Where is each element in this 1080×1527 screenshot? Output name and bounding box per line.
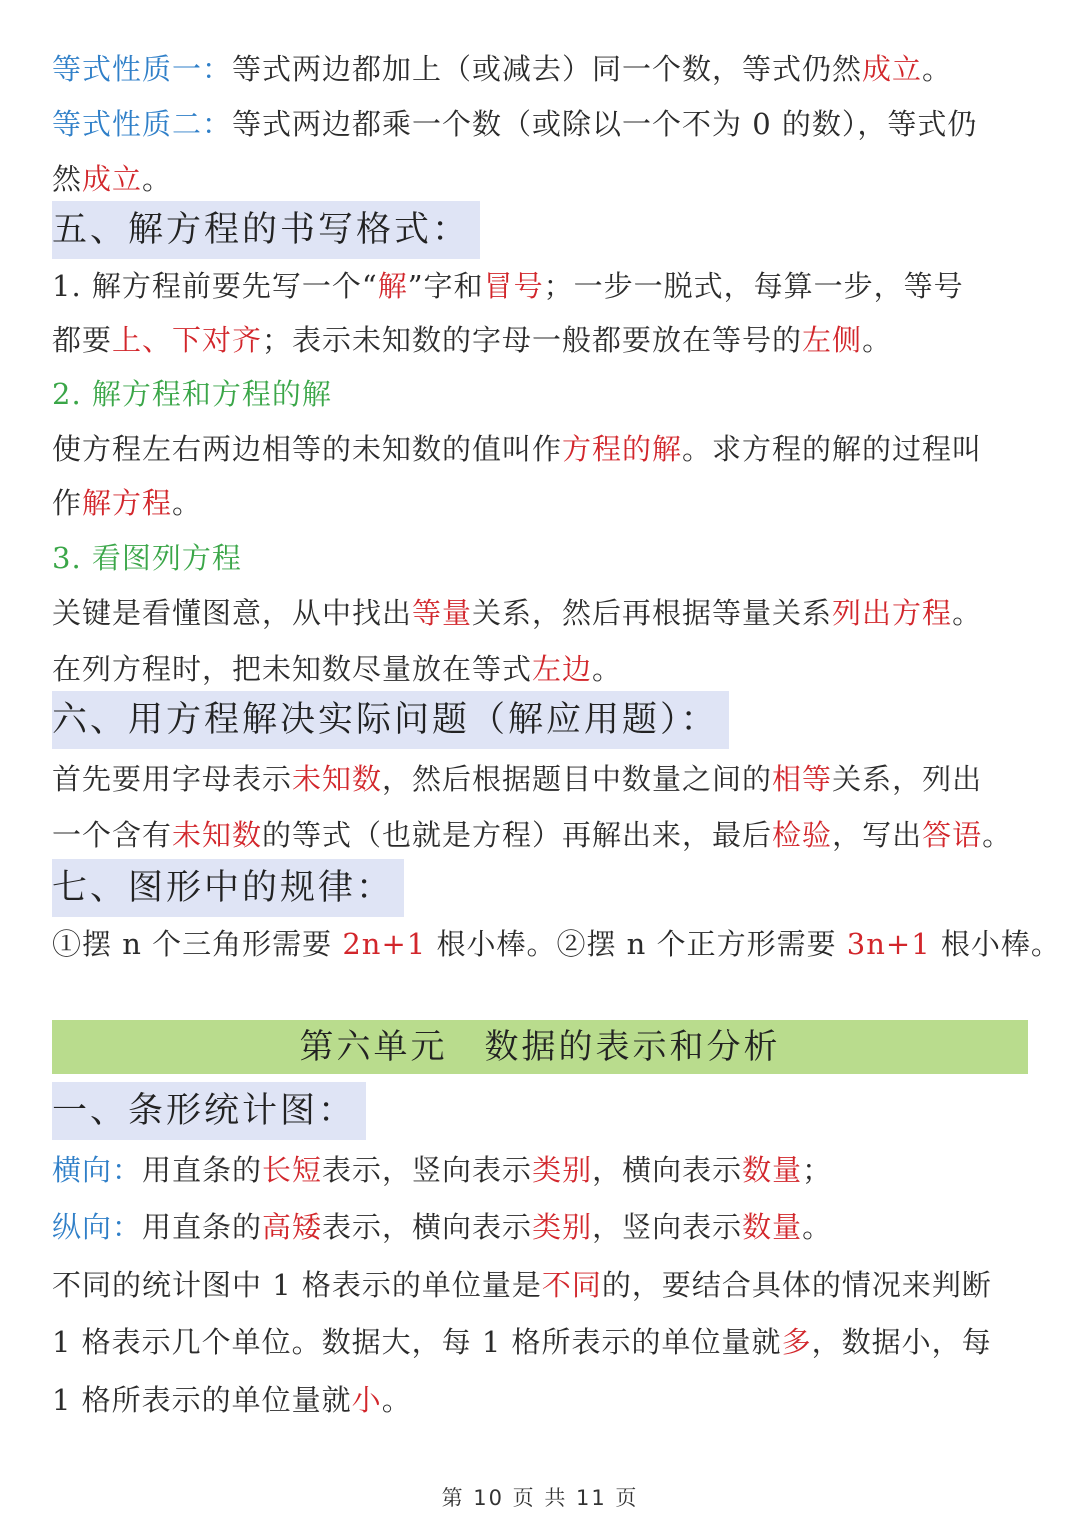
text: ，横向表示 [592, 1153, 743, 1187]
section-heading-7: 七、图形中的规律： [52, 859, 404, 917]
s7-line-1 [52, 924, 1061, 964]
horizontal-label: 横向： [52, 1153, 143, 1187]
text: 。 [982, 818, 1013, 852]
eq-property-1-label: 等式性质一： [52, 52, 233, 86]
text: 关系，然后再根据等量关系 [472, 596, 833, 630]
s1-horizontal [52, 1150, 1032, 1190]
text: 的，要结合具体的情况来判断 [601, 1268, 992, 1302]
text: ，数据小，每 [811, 1325, 992, 1359]
section-heading-bar-chart: 一、条形统计图： [52, 1082, 366, 1140]
unit-title-bar: 第六单元 数据的表示和分析 [52, 1020, 1028, 1074]
emphasis: 解 [377, 269, 408, 303]
text: 关键是看懂图意，从中找出 [52, 596, 413, 630]
text: ；一步一脱式，每算一步，等号 [543, 269, 964, 303]
emphasis: 长短 [262, 1153, 323, 1187]
text: ，然后根据题目中数量之间的 [382, 762, 773, 796]
emphasis: 解方程 [82, 486, 173, 520]
section-heading-6: 六、用方程解决实际问题（解应用题）： [52, 691, 729, 749]
text: 作 [52, 486, 83, 520]
emphasis: 类别 [532, 1210, 593, 1244]
text: ，写出 [832, 818, 923, 852]
text: 。 [592, 652, 623, 686]
s5-line-3 [52, 429, 1032, 469]
section-heading-5: 五、解方程的书写格式： [52, 201, 480, 259]
text: ”字和 [407, 269, 484, 303]
text: 用直条的 [142, 1210, 263, 1244]
text: 都要 [52, 323, 113, 357]
s1-vertical [52, 1207, 1032, 1247]
emphasis: 成立 [862, 52, 923, 86]
eq-property-2 [52, 104, 1032, 144]
text: 。 [802, 1210, 833, 1244]
text: 根小棒。②摆 n 个正方形需要 [426, 927, 847, 961]
s5-line-5 [52, 593, 1032, 633]
emphasis: 3n+1 [846, 927, 931, 961]
text: ①摆 n 个三角形需要 [52, 927, 343, 961]
text: 的等式（也就是方程）再解出来，最后 [262, 818, 773, 852]
s5-subheading-2: 2. 解方程和方程的解 [52, 377, 332, 411]
text: 1 格表示几个单位。数据大，每 1 格所表示的单位量就 [52, 1325, 782, 1359]
emphasis: 方程的解 [562, 432, 683, 466]
emphasis: 左侧 [802, 323, 863, 357]
text: 。 [952, 596, 983, 630]
emphasis: 答语 [922, 818, 983, 852]
text: 使方程左右两边相等的未知数的值叫作 [52, 432, 563, 466]
emphasis: 数量 [742, 1210, 803, 1244]
s6-line-2 [52, 815, 1032, 855]
emphasis: 未知数 [292, 762, 383, 796]
text: 在列方程时，把未知数尽量放在等式 [52, 652, 533, 686]
text: ；表示未知数的字母一般都要放在等号的 [262, 323, 803, 357]
text: 等式两边都加上（或减去）同一个数，等式仍然 [232, 52, 863, 86]
emphasis: 列出方程 [832, 596, 953, 630]
text: 等式两边都乘一个数（或除以一个不为 0 的数），等式仍 [232, 107, 978, 141]
text: 表示，竖向表示 [322, 1153, 533, 1187]
text: 。 [922, 52, 953, 86]
text: 。求方程的解的过程叫 [682, 432, 983, 466]
s5-line-2 [52, 320, 1032, 360]
text: 不同的统计图中 1 格表示的单位量是 [52, 1268, 542, 1302]
eq-property-1 [52, 49, 1032, 89]
text: 。 [142, 162, 173, 196]
emphasis: 检验 [772, 818, 833, 852]
eq-property-2-cont [52, 159, 1032, 199]
s5-line-6 [52, 649, 1032, 689]
text: 1 格所表示的单位量就 [52, 1383, 352, 1417]
emphasis: 冒号 [483, 269, 544, 303]
text: 然 [52, 162, 83, 196]
emphasis: 数量 [742, 1153, 803, 1187]
emphasis: 2n+1 [342, 927, 427, 961]
text: 一个含有 [52, 818, 173, 852]
vertical-label: 纵向： [52, 1210, 143, 1244]
text: 1. 解方程前要先写一个“ [52, 269, 378, 303]
emphasis: 高矮 [262, 1210, 323, 1244]
emphasis: 未知数 [172, 818, 263, 852]
text: 用直条的 [142, 1153, 263, 1187]
emphasis: 上、下对齐 [112, 323, 263, 357]
text: 表示，横向表示 [322, 1210, 533, 1244]
s5-subheading-3: 3. 看图列方程 [52, 541, 242, 575]
text: 首先要用字母表示 [52, 762, 293, 796]
text: 。 [381, 1383, 412, 1417]
s1-para-line-2 [52, 1322, 1032, 1362]
page-footer: 第 10 页 共 11 页 [441, 1486, 639, 1510]
s1-para-line-3 [52, 1380, 1032, 1420]
emphasis: 相等 [772, 762, 833, 796]
s1-para-line-1 [52, 1265, 1032, 1305]
emphasis: 不同 [541, 1268, 602, 1302]
text: 关系，列出 [832, 762, 983, 796]
s5-line-1 [52, 266, 1032, 306]
emphasis: 等量 [412, 596, 473, 630]
emphasis: 类别 [532, 1153, 593, 1187]
text: 。 [172, 486, 203, 520]
s5-line-4 [52, 483, 1032, 523]
emphasis: 成立 [82, 162, 143, 196]
text: 。 [862, 323, 893, 357]
text: ； [802, 1153, 833, 1187]
text: 根小棒。 [930, 927, 1061, 961]
emphasis: 小 [351, 1383, 382, 1417]
s6-line-1 [52, 759, 1032, 799]
emphasis: 多 [781, 1325, 812, 1359]
emphasis: 左边 [532, 652, 593, 686]
eq-property-2-label: 等式性质二： [52, 107, 233, 141]
text: ，竖向表示 [592, 1210, 743, 1244]
